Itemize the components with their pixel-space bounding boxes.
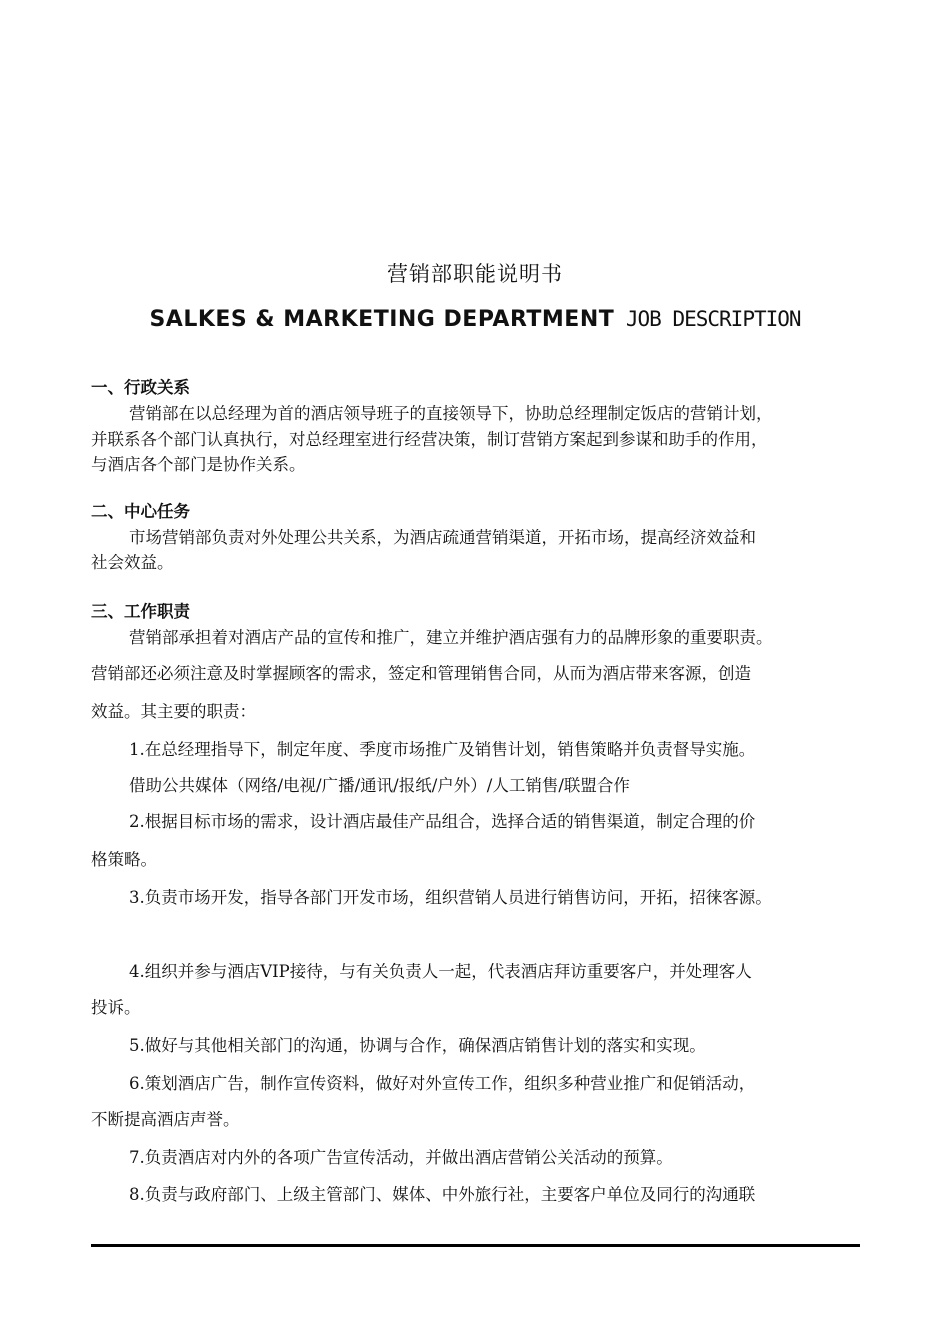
duty-item-6-continued: 不断提高酒店声誉。 <box>91 1110 240 1129</box>
paragraph-line: 营销部承担着对酒店产品的宣传和推广，建立并维护酒店强有力的品牌形象的重要职责。 <box>129 628 773 647</box>
title-english-job-description: JOB DESCRIPTION <box>614 307 801 331</box>
duty-item-1: 1.在总经理指导下，制定年度、季度市场推广及销售计划，销售策略并负责督导实施。 <box>129 740 756 759</box>
duty-item-1-continued: 借助公共媒体（网络/电视/广播/通讯/报纸/户外）/人工销售/联盟合作 <box>129 776 630 795</box>
paragraph-line: 营销部在以总经理为首的酒店领导班子的直接领导下，协助总经理制定饭店的营销计划， <box>129 404 773 423</box>
duty-item-3: 3.负责市场开发，指导各部门开发市场，组织营销人员进行销售访问，开拓，招徕客源。 <box>129 888 772 907</box>
duty-item-8: 8.负责与政府部门、上级主管部门、媒体、中外旅行社，主要客户单位及同行的沟通联 <box>129 1185 756 1204</box>
duty-item-4: 4.组织并参与酒店VIP接待，与有关负责人一起，代表酒店拜访重要客户，并处理客人 <box>129 962 752 981</box>
duty-item-2-continued: 格策略。 <box>91 850 157 869</box>
page-title-english <box>0 307 950 332</box>
page-title-chinese: 营销部职能说明书 <box>387 262 563 286</box>
section-heading-central-task: 二、中心任务 <box>91 502 190 521</box>
duty-item-2: 2.根据目标市场的需求，设计酒店最佳产品组合，选择合适的销售渠道，制定合理的价 <box>129 812 756 831</box>
paragraph-line: 效益。其主要的职责： <box>91 702 256 721</box>
paragraph-line: 与酒店各个部门是协作关系。 <box>91 455 306 474</box>
duty-item-5: 5.做好与其他相关部门的沟通，协调与合作，确保酒店销售计划的落实和实现。 <box>129 1036 706 1055</box>
paragraph-line: 社会效益。 <box>91 553 174 572</box>
section-heading-duties: 三、工作职责 <box>91 602 190 621</box>
paragraph-line: 并联系各个部门认真执行，对总经理室进行经营决策，制订营销方案起到参谋和助手的作用， <box>91 430 768 449</box>
title-english-department: SALKES & MARKETING DEPARTMENT <box>149 307 615 332</box>
duty-item-4-continued: 投诉。 <box>91 998 141 1017</box>
duty-item-6: 6.策划酒店广告，制作宣传资料，做好对外宣传工作，组织多种营业推广和促销活动， <box>129 1074 756 1093</box>
section-heading-administrative: 一、行政关系 <box>91 378 190 397</box>
duty-item-7: 7.负责酒店对内外的各项广告宣传活动，并做出酒店营销公关活动的预算。 <box>129 1148 673 1167</box>
page-bottom-rule <box>91 1244 860 1247</box>
paragraph-line: 市场营销部负责对外处理公共关系，为酒店疏通营销渠道，开拓市场，提高经济效益和 <box>129 528 756 547</box>
paragraph-line: 营销部还必须注意及时掌握顾客的需求，签定和管理销售合同，从而为酒店带来客源，创造 <box>91 664 751 683</box>
